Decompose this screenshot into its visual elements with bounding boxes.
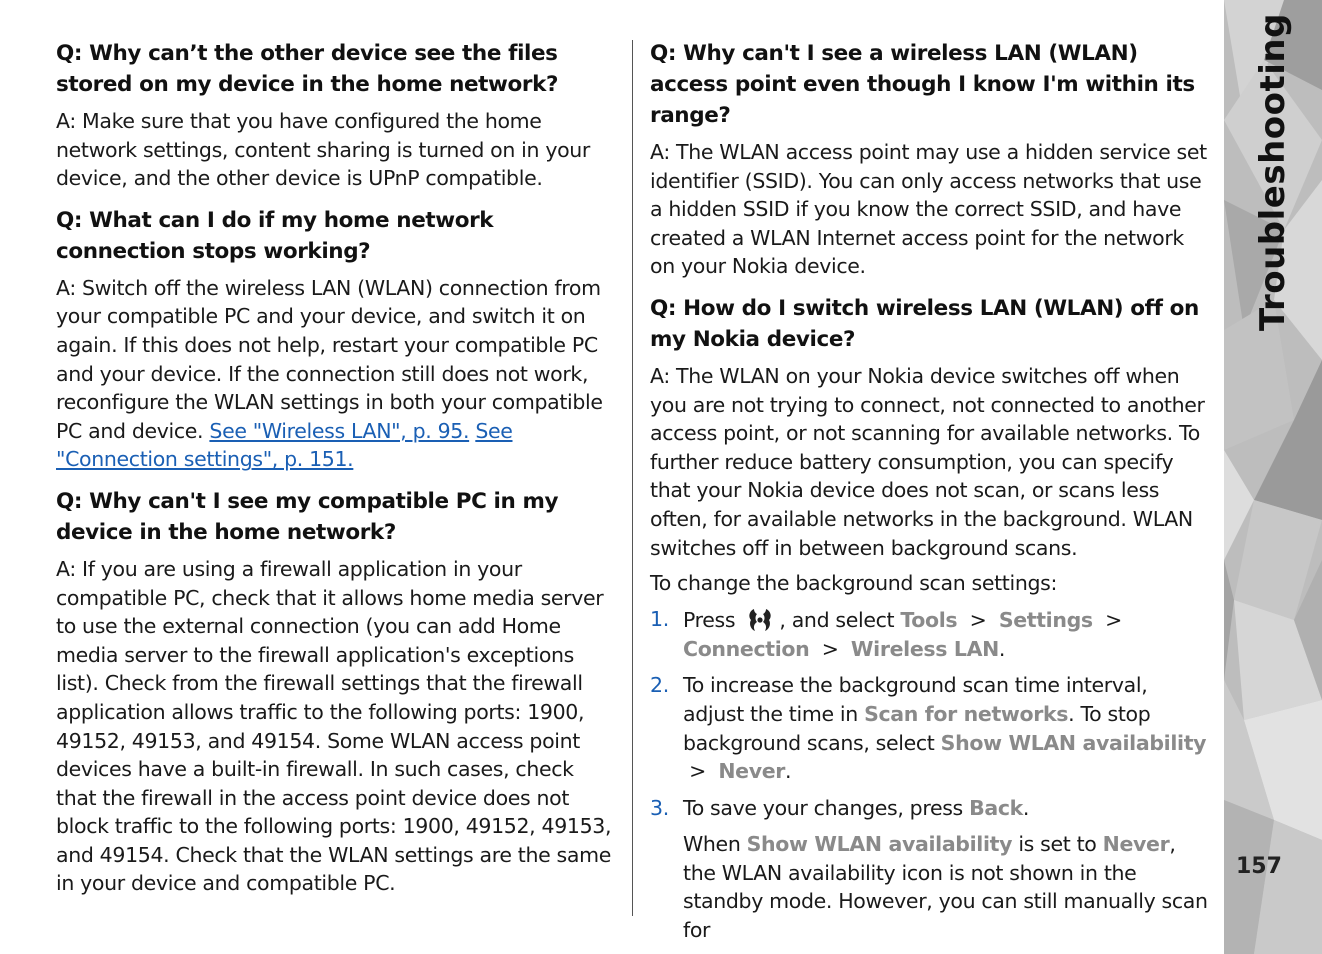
step-number: 1. [650,606,669,631]
step-item [650,794,1212,823]
menu-tools: Tools [900,607,958,632]
column-divider [632,40,633,916]
steps-intro: To change the background scan settings: [650,571,1058,596]
option-never: Never [1102,832,1170,857]
answer-paragraph: A: If you are using a firewall application in your compatible PC, check that it allows home media server to use the external connection (you can add Home media server to the firewall application's exceptions list). Check from the firewall settings that the firewall application allows traffic to the following ports: 1900, 49152, 49153, and 49154. Some WLAN access point devices have a built-in firewall. In such cases, check that the firewall in the access point device does not block traffic to the following ports: 1900, 49152, 49153, and 49154. Check that the WLAN settings are the same in your device and compatible PC. [56,556,612,896]
step-number: 2. [650,673,669,698]
question-heading: Q: Why can’t the other device see the files stored on my device in the home network? [56,41,559,97]
step-text: , and select [779,607,895,632]
left-column [56,38,618,898]
connection-settings-link[interactable]: See "Connection settings", p. 151. [56,418,513,472]
question-heading: Q: Why can't I see a wireless LAN (WLAN) access point even though I know I'm within its range? [650,41,1195,128]
punctuation: . [1022,795,1030,820]
option-never: Never [718,759,786,784]
section-title-tab [1224,0,1322,340]
path-separator: > [1105,607,1122,632]
step-note [650,830,1212,944]
step-item [650,671,1212,785]
answer-paragraph [56,274,618,474]
answer-text: A: Switch off the wireless LAN (WLAN) connection from your compatible PC and your device, and switch it on again. If this does not help, restart your compatible PC and your device. If the connection still does not work, reconfigure the WLAN settings in both your compatible PC and device. [56,275,603,443]
step-text: To save your changes, press [683,795,963,820]
path-separator: > [821,636,839,661]
answer-paragraph: A: The WLAN on your Nokia device switches off when you are not trying to connect, not connected to another access point, or not scanning for available networks. To further reduce battery consumption, you can specify that your Nokia device does not scan, or scans less often, for available networks in the background. WLAN switches off in between background scans. [650,363,1205,560]
menu-connection: Connection [683,636,810,661]
path-separator: > [689,759,706,784]
step-number: 3. [650,795,669,820]
answer-paragraph: A: Make sure that you have configured the home network settings, content sharing is turned on in your device, and the other device is UPnP compatible. [56,109,591,191]
note-text: is set to [1018,832,1097,857]
step-text: . To stop background scans, select [683,701,1151,755]
softkey-back: Back [969,795,1023,820]
option-show-wlan-availability: Show WLAN availability [746,832,1013,857]
step-item [650,605,1212,664]
section-title: Troubleshooting [1253,13,1293,331]
menu-key-icon [745,605,775,635]
option-scan-for-networks: Scan for networks [864,701,1069,726]
menu-settings: Settings [998,607,1093,632]
option-show-wlan-availability: Show WLAN availability [940,730,1207,755]
step-text: Press [683,607,736,632]
punctuation: . [785,759,792,784]
menu-wireless-lan: Wireless LAN [850,636,999,661]
right-column [650,38,1212,945]
note-text: When [683,832,741,857]
question-heading: Q: How do I switch wireless LAN (WLAN) off on my Nokia device? [650,295,1199,352]
steps-list [650,605,1212,823]
page-number: 157 [1236,854,1282,879]
wireless-lan-link[interactable]: See "Wireless LAN", p. 95. [209,418,470,443]
note-text: , the WLAN availability icon is not shown in the standby mode. However, you can still manually scan for [683,832,1208,943]
question-heading: Q: Why can't I see my compatible PC in my device in the home network? [56,488,559,545]
answer-paragraph: A: The WLAN access point may use a hidden service set identifier (SSID). You can only access networks that use a hidden SSID if you know the correct SSID, and have created a WLAN Internet access point for the network on your Nokia device. [650,140,1207,279]
question-heading: Q: What can I do if my home network connection stops working? [56,207,494,264]
step-text: To increase the background scan time interval, adjust the time in [683,673,1148,726]
punctuation: . [998,636,1006,661]
path-separator: > [969,607,987,632]
